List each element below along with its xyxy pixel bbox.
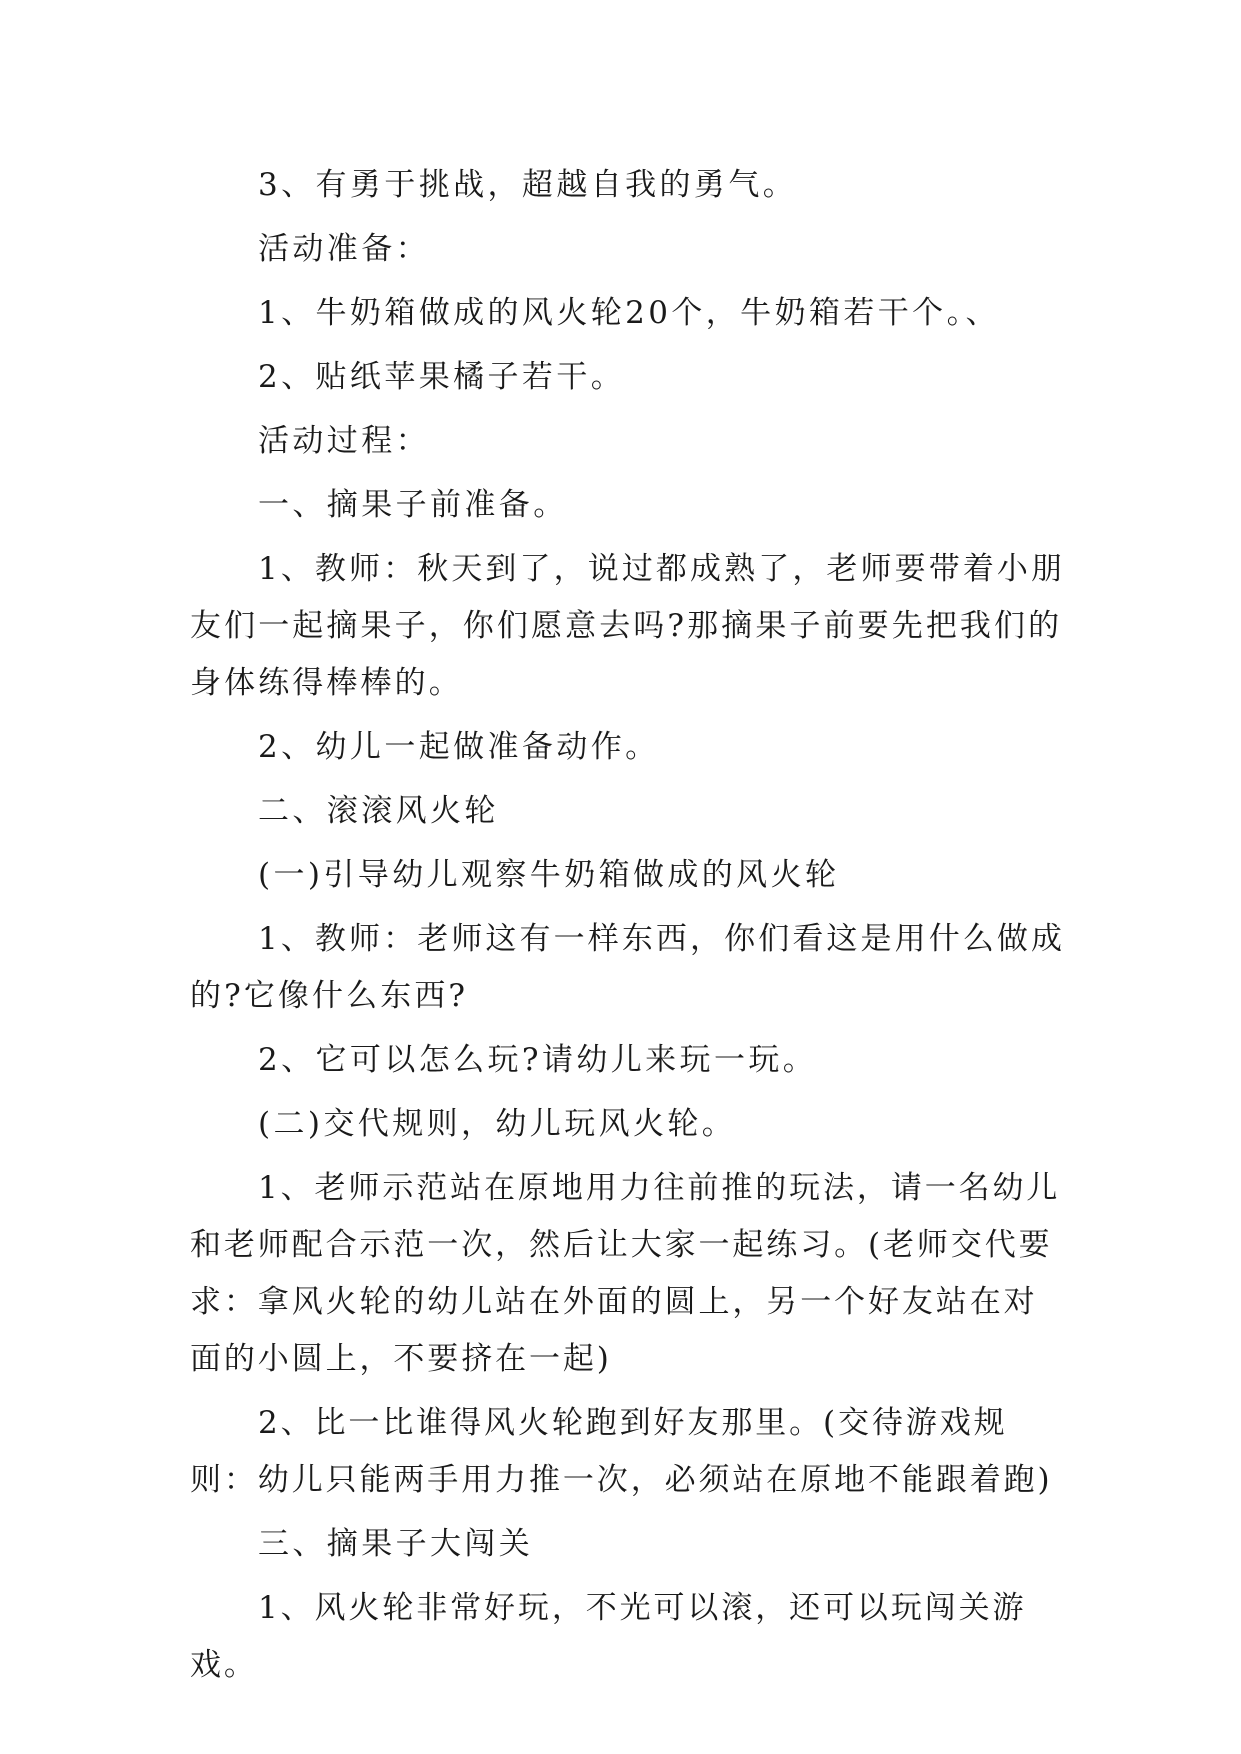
paragraph: 1、老师示范站在原地用力往前推的玩法，请一名幼儿和老师配合示范一次，然后让大家一起练习。(老师交代要求：拿风火轮的幼儿站在外面的圆上，另一个好友站在对面的小圆上，不要挤在一起) — [190, 1170, 1061, 1377]
paragraph: 1、风火轮非常好玩，不光可以滚，还可以玩闯关游戏。 — [190, 1590, 1027, 1683]
section-heading: 二、滚滚风火轮 — [258, 793, 499, 829]
subsection-heading: (一)引导幼儿观察牛奶箱做成的风火轮 — [258, 857, 840, 893]
subsection-heading: (二)交代规则，幼儿玩风火轮。 — [258, 1106, 737, 1142]
paragraph: 1、教师：老师这有一样东西，你们看这是用什么做成的?它像什么东西? — [190, 921, 1066, 1014]
paragraph: 2、它可以怎么玩?请幼儿来玩一玩。 — [258, 1042, 818, 1078]
section-heading: 一、摘果子前准备。 — [258, 487, 568, 523]
paragraph: 3、有勇于挑战，超越自我的勇气。 — [258, 167, 798, 203]
paragraph: 2、贴纸苹果橘子若干。 — [258, 359, 626, 395]
section-heading: 活动过程： — [258, 423, 430, 459]
section-heading: 活动准备： — [258, 231, 430, 267]
paragraph: 2、幼儿一起做准备动作。 — [258, 729, 660, 765]
paragraph: 1、牛奶箱做成的风火轮20个，牛奶箱若干个。、 — [258, 295, 1000, 331]
document-body — [190, 157, 1070, 1701]
paragraph: 2、比一比谁得风火轮跑到好友那里。(交待游戏规则：幼儿只能两手用力推一次，必须站在原地不能跟着跑) — [190, 1405, 1053, 1498]
section-heading: 三、摘果子大闯关 — [258, 1526, 534, 1562]
paragraph: 1、教师：秋天到了，说过都成熟了，老师要带着小朋友们一起摘果子，你们愿意去吗?那摘果子前要先把我们的身体练得棒棒的。 — [190, 551, 1066, 701]
